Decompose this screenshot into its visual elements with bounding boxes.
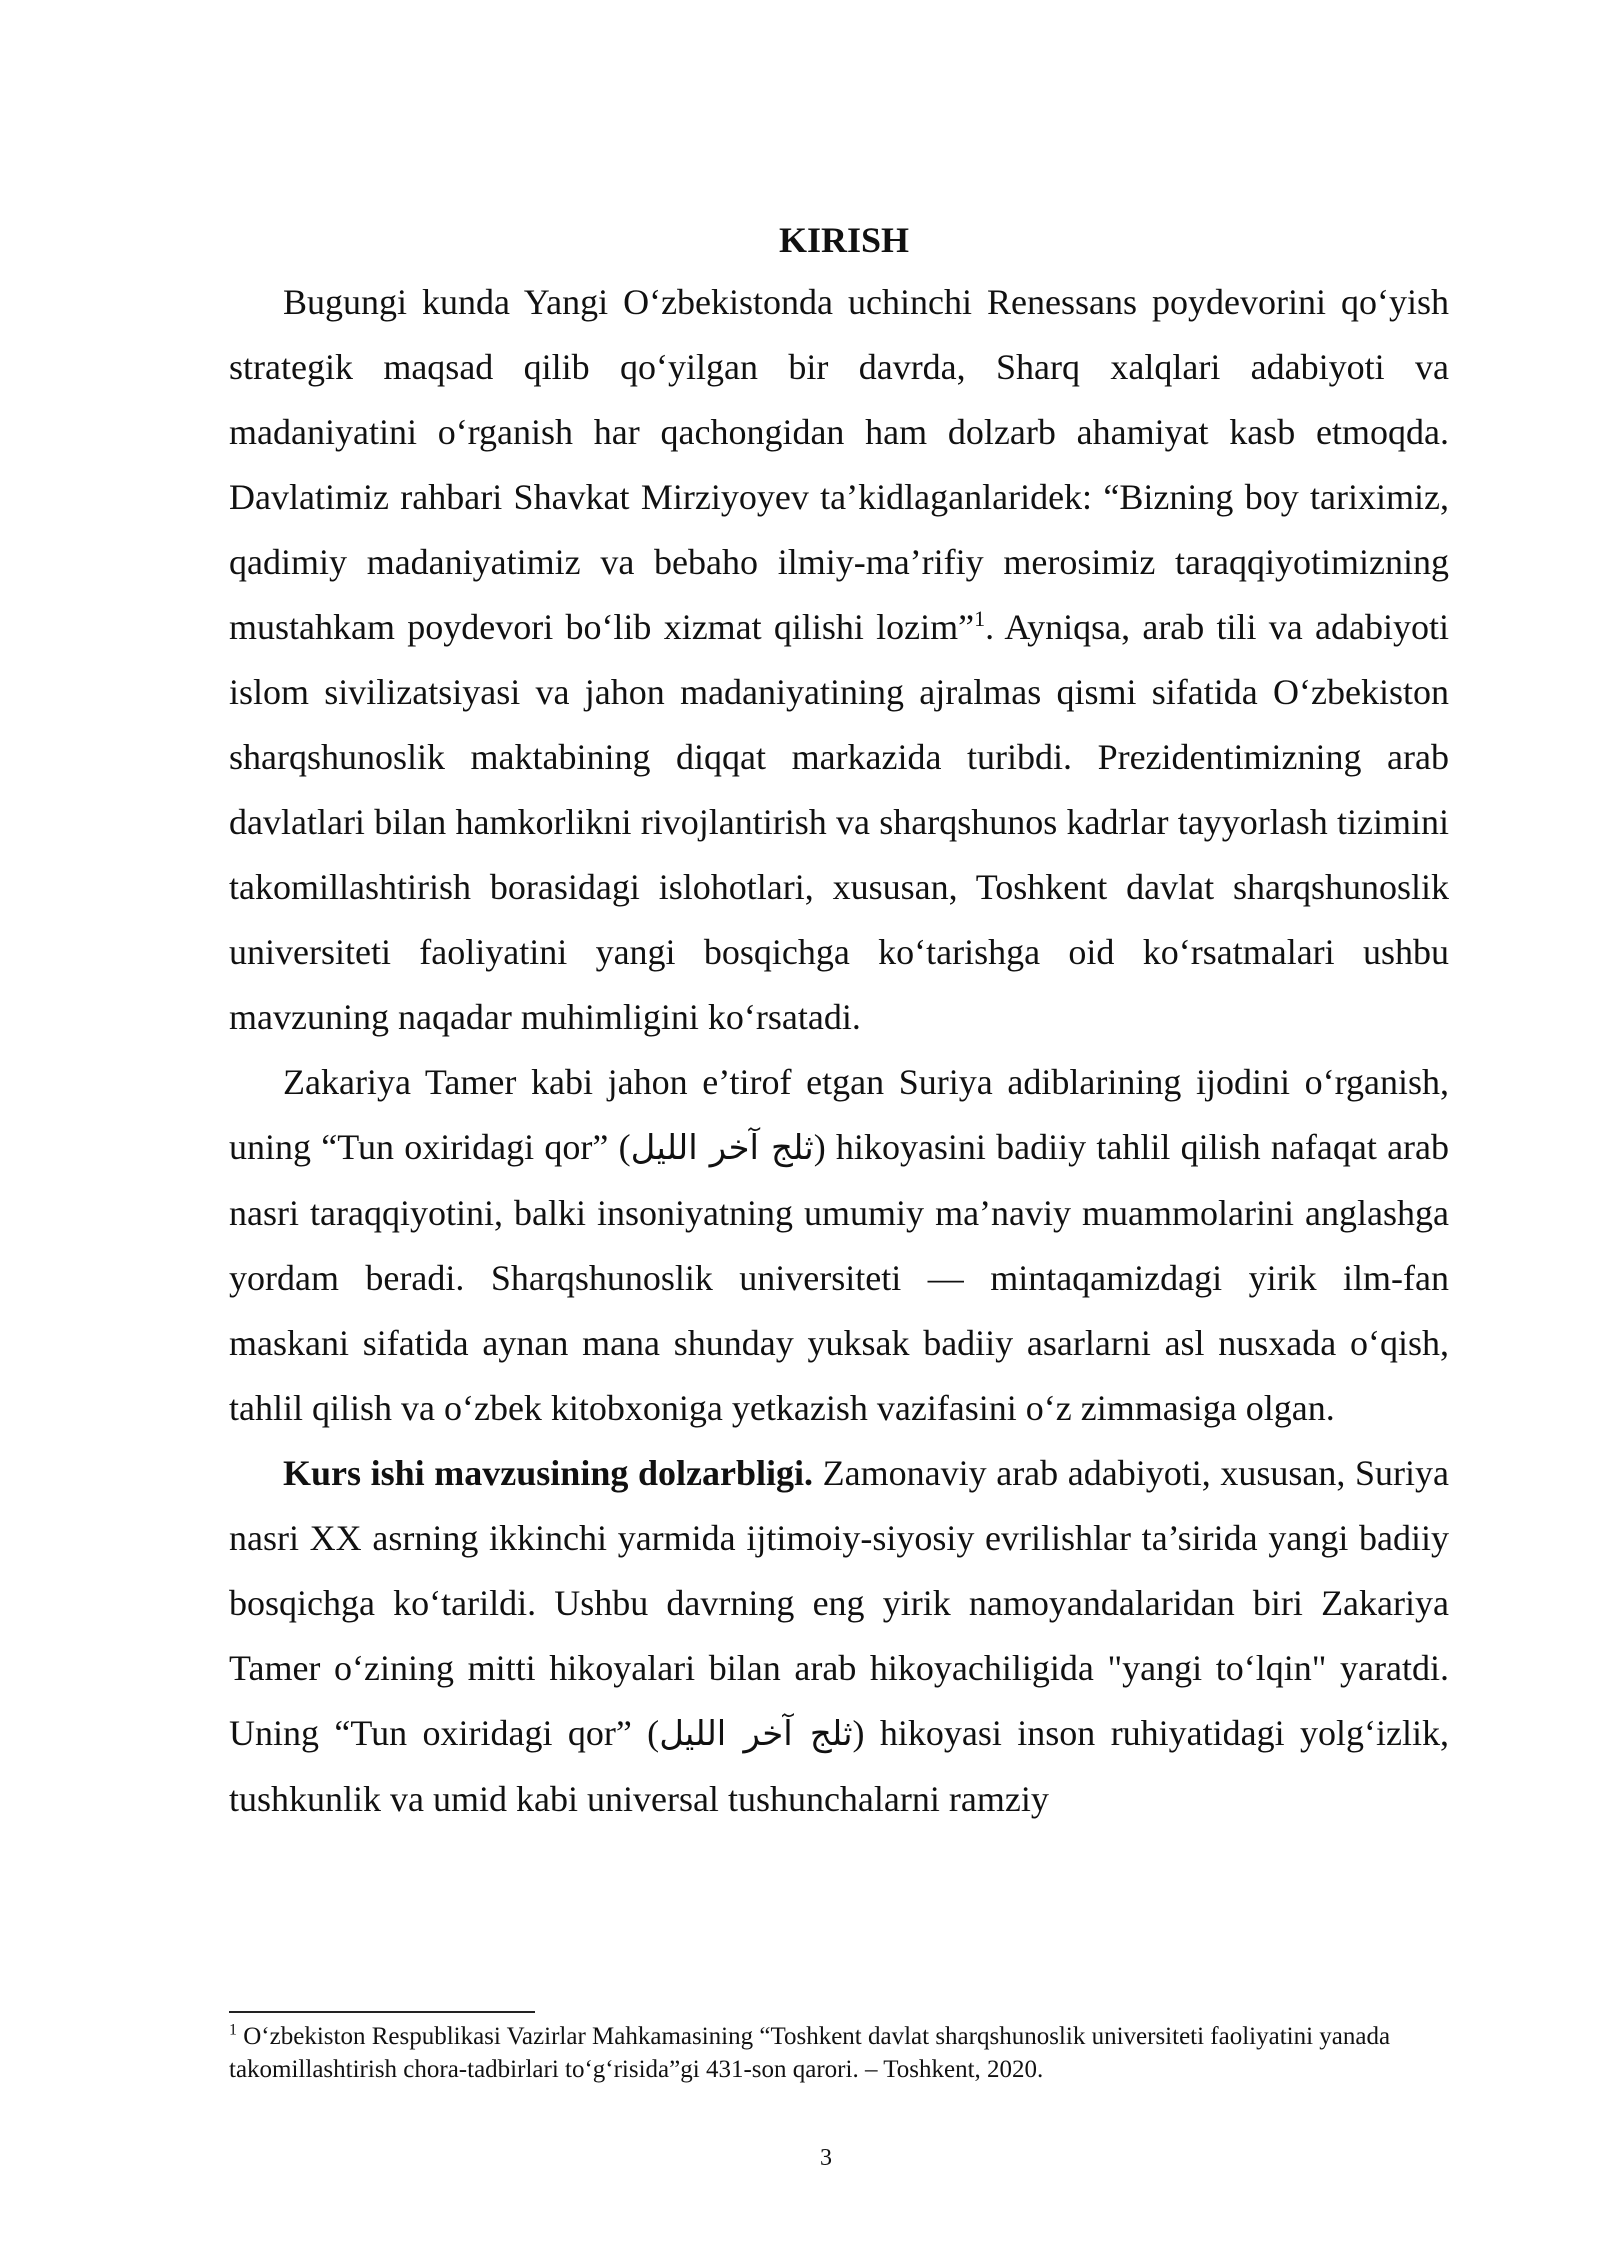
footnote-reference[interactable]: 1: [974, 606, 986, 631]
paragraph-3-text-end: ) hikoyasi inson ruhiyatidagi yolg‘izlik, tushkunlik va umid kabi universal tushunchalarni ramziy: [229, 1713, 1450, 1819]
paragraph-2-text-start: Zakariya Tamer kabi jahon e’tirof etgan Suriya adiblarining ijodini o‘rganish, uning “Tun oxiridagi qor” (: [229, 1062, 1449, 1167]
paragraph-3-text-start: Zamonaviy arab adabiyoti, xususan, Suriya nasri XX asrning ikkinchi yarmida ijtimoiy-siyosiy evrilishlar ta’sirida yangi badiiy bosqichga ko‘tarildi. Ushbu davrning eng yirik namoyandalaridan biri Zakariya Tamer o‘zining mitti hikoyalari bilan arab hikoyachiligida "yangi to‘lqin" yaratdi. Uning “Tun oxiridagi qor” (: [229, 1453, 1449, 1753]
paragraph-1: [229, 270, 1449, 1050]
paragraph-3: [229, 1441, 1449, 1832]
paragraph-1-text-rest: . Ayniqsa, arab tili va adabiyoti islom sivilizatsiyasi va jahon madaniyatining ajralmas qismi sifatida O‘zbekiston sharqshunoslik maktabining diqqat markazida turibdi. Prezidentimizning arab davlatlari bilan hamkorlikni rivojlantirish va sharqshunos kadrlar tayyorlash tizimini takomillashtirish borasidagi islohotlari, xususan, Toshkent davlat sharqshunoslik universiteti faoliyatini yangi bosqichga ko‘tarishga oid ko‘rsatmalari ushbu mavzuning naqadar muhimligini ko‘rsatadi.: [229, 607, 1449, 1037]
footnote: [229, 2020, 1449, 2086]
footnote-number: 1: [229, 2021, 237, 2039]
arabic-title: ثلج آخر الليل: [630, 1128, 814, 1168]
paragraph-1-text: Bugungi kunda Yangi O‘zbekistonda uchinchi Renessans poydevorini qo‘yish strategik maqsad qilib qo‘yilgan bir davrda, Sharq xalqlari adabiyoti va madaniyatini o‘rganish har qachongidan ham dolzarb ahamiyat kasb etmoqda. Davlatimiz rahbari Shavkat Mirziyoyev ta’kidlaganlaridek: “Bizning boy tariximiz, qadimiy madaniyatimiz va bebaho ilmiy-ma’rifiy merosimiz taraqqiyotimizning mustahkam poydevori bo‘lib xizmat qilishi lozim”: [229, 282, 1449, 647]
page-number: 3: [820, 2145, 832, 2171]
footnote-text: O‘zbekiston Respublikasi Vazirlar Mahkamasining “Toshkent davlat sharqshunoslik universiteti faoliyatini yanada takomillashtirish chora-tadbirlari to‘g‘risida”gi 431-son qarori. – Toshkent, 2020.: [229, 2023, 1391, 2083]
section-label-relevance: Kurs ishi mavzusining dolzarbligi.: [283, 1453, 813, 1493]
arabic-title: ثلج آخر الليل: [659, 1714, 853, 1754]
main-text: [229, 210, 1449, 1832]
footnote-separator: [229, 2011, 535, 2013]
paragraph-2-text-end: ) hikoyasini badiiy tahlil qilish nafaqat arab nasri taraqqiyotini, balki insoniyatning umumiy ma’naviy muammolarini anglashga yordam beradi. Sharqshunoslik universiteti — mintaqamizdagi yirik ilm-fan maskani sifatida aynan mana shunday yuksak badiiy asarlarni asl nusxada o‘qish, tahlil qilish va o‘zbek kitobxoniga yetkazish vazifasini o‘z zimmasiga olgan.: [229, 1127, 1450, 1428]
paragraph-2: [229, 1050, 1449, 1441]
page-title: KIRISH: [778, 220, 910, 260]
